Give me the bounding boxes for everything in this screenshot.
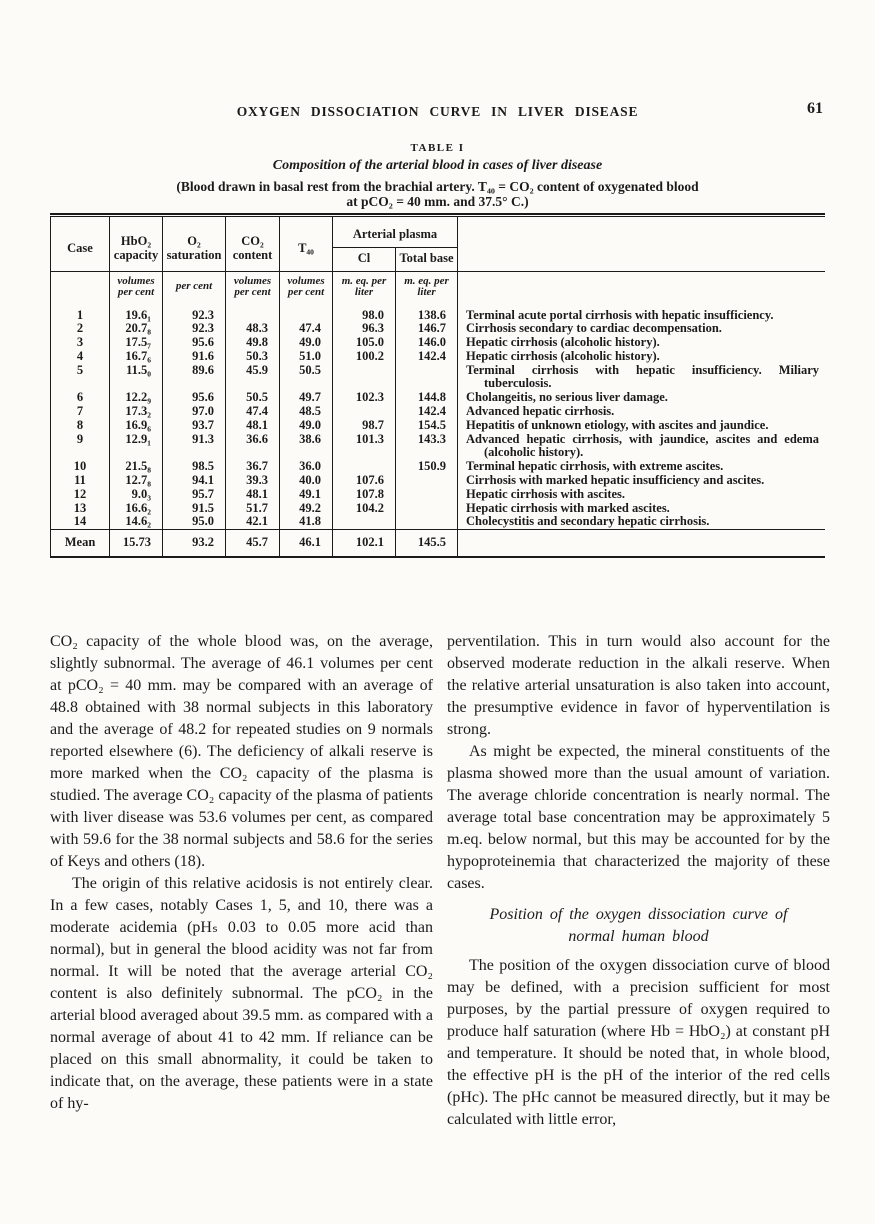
hbo2-capacity-cell: 12.2₉	[110, 391, 163, 405]
co2-content-cell: 51.7	[226, 502, 280, 516]
case-cell: 8	[51, 419, 110, 433]
co2-content-cell: 47.4	[226, 405, 280, 419]
mean-total-base: 145.5	[396, 530, 458, 558]
case-cell: 1	[51, 306, 110, 323]
table-row	[51, 322, 826, 336]
table-row	[51, 405, 826, 419]
total-base-cell: 146.0	[396, 336, 458, 350]
table-header	[51, 217, 826, 306]
cl-cell	[333, 515, 396, 529]
total-base-cell: 154.5	[396, 419, 458, 433]
table-row	[51, 433, 826, 461]
header-co2-content: CO₂ content	[226, 217, 280, 271]
t40-cell: 36.0	[280, 460, 333, 474]
unit-t40: volumes per cent	[280, 271, 333, 306]
hbo2-capacity-cell: 17.5₇	[110, 336, 163, 350]
total-base-cell	[396, 502, 458, 516]
case-cell: 13	[51, 502, 110, 516]
hbo2-capacity-cell: 14.6₂	[110, 515, 163, 529]
mean-label: Mean	[51, 530, 110, 558]
hbo2-capacity-cell: 12.7₈	[110, 474, 163, 488]
diagnosis-cell: Hepatic cirrhosis (alcoholic history).	[458, 350, 825, 364]
table-title: Composition of the arterial blood in cases of liver disease	[272, 158, 603, 173]
t40-cell: 50.5	[280, 364, 333, 392]
case-cell: 5	[51, 364, 110, 392]
hbo2-capacity-cell: 17.3₂	[110, 405, 163, 419]
hbo2-capacity-cell: 16.7₆	[110, 350, 163, 364]
table-caption	[50, 179, 825, 209]
data-table	[50, 217, 825, 558]
cl-cell: 98.0	[333, 306, 396, 323]
o2-saturation-cell: 97.0	[163, 405, 226, 419]
case-cell: 14	[51, 515, 110, 529]
t40-cell: 40.0	[280, 474, 333, 488]
paragraph: The origin of this relative acidosis is not entirely clear. In a few cases, notably Cases 1, 5, and 10, there was a moderate acidemia (pHₛ 0.03 to 0.05 more acid than normal), but in general the blood acidity was not far from normal. It will be noted that the average arterial CO₂ content is also definitely subnormal. The pCO₂ in the arterial blood averaged about 39.5 mm. as compared with a normal average of about 41 to 42 mm. If reliance can be placed on this small abnormality, it could be taken to indicate that, on the average, these patients were in a state of hy-	[50, 875, 433, 1112]
total-base-cell: 143.3	[396, 433, 458, 461]
total-base-cell: 138.6	[396, 306, 458, 323]
running-title: OXYGEN DISSOCIATION CURVE IN LIVER DISEASE	[236, 104, 639, 119]
o2-saturation-cell: 98.5	[163, 460, 226, 474]
co2-content-cell: 48.1	[226, 488, 280, 502]
o2-saturation-cell: 94.1	[163, 474, 226, 488]
co2-content-cell: 48.1	[226, 419, 280, 433]
cl-cell: 102.3	[333, 391, 396, 405]
total-base-cell	[396, 515, 458, 529]
header-t40: T₄₀	[280, 217, 333, 271]
case-cell: 12	[51, 488, 110, 502]
header-diagnosis	[458, 217, 825, 271]
mean-o2sat: 93.2	[163, 530, 226, 558]
hbo2-capacity-cell: 21.5₈	[110, 460, 163, 474]
unit-diagnosis	[458, 271, 825, 306]
mean-t40: 46.1	[280, 530, 333, 558]
co2-content-cell: 50.5	[226, 391, 280, 405]
header-hbo2-capacity: HbO₂ capacity	[110, 217, 163, 271]
hbo2-capacity-cell: 9.0₃	[110, 488, 163, 502]
co2-content-cell: 49.8	[226, 336, 280, 350]
t40-cell: 48.5	[280, 405, 333, 419]
mean-cl: 102.1	[333, 530, 396, 558]
paragraph: The position of the oxygen dissociation curve of blood may be defined, with a precision sufficient for most purposes, by the partial pressure of oxygen required to produce half saturation (where Hb = HbO₂) at constant pH and temperature. It should be noted that, in whole blood, the effective pH is the pH of the interior of the red cells (pHc). The pHc cannot be measured directly, but it may be calculated with little error,	[447, 957, 830, 1128]
cl-cell	[333, 460, 396, 474]
header-total-base: Total base	[396, 247, 458, 271]
t40-cell: 49.0	[280, 419, 333, 433]
diagnosis-cell: Hepatic cirrhosis with ascites.	[458, 488, 825, 502]
table-label: TABLE I	[410, 142, 465, 154]
t40-cell: 49.1	[280, 488, 333, 502]
mean-diagnosis	[458, 530, 825, 558]
t40-cell: 49.7	[280, 391, 333, 405]
mean-co2: 45.7	[226, 530, 280, 558]
co2-content-cell: 45.9	[226, 364, 280, 392]
case-cell: 11	[51, 474, 110, 488]
hbo2-capacity-cell: 16.6₂	[110, 502, 163, 516]
t40-cell: 38.6	[280, 433, 333, 461]
unit-co2: volumes per cent	[226, 271, 280, 306]
case-cell: 6	[51, 391, 110, 405]
case-cell: 2	[51, 322, 110, 336]
cl-cell	[333, 364, 396, 392]
hbo2-capacity-cell: 20.7₈	[110, 322, 163, 336]
hbo2-capacity-cell: 12.9₁	[110, 433, 163, 461]
o2-saturation-cell: 95.7	[163, 488, 226, 502]
co2-content-cell: 36.7	[226, 460, 280, 474]
hbo2-capacity-cell: 16.9₆	[110, 419, 163, 433]
mean-hbo2: 15.73	[110, 530, 163, 558]
cl-cell	[333, 405, 396, 419]
total-base-cell	[396, 488, 458, 502]
o2-saturation-cell: 91.5	[163, 502, 226, 516]
table-row	[51, 391, 826, 405]
table-row	[51, 502, 826, 516]
case-cell: 9	[51, 433, 110, 461]
header-cl: Cl	[333, 247, 396, 271]
t40-cell: 49.0	[280, 336, 333, 350]
total-base-cell	[396, 364, 458, 392]
body-columns	[50, 631, 830, 1131]
co2-content-cell: 48.3	[226, 322, 280, 336]
cl-cell: 96.3	[333, 322, 396, 336]
table-row	[51, 350, 826, 364]
diagnosis-cell: Hepatic cirrhosis with marked ascites.	[458, 502, 825, 516]
table-row	[51, 460, 826, 474]
t40-cell: 41.8	[280, 515, 333, 529]
case-cell: 10	[51, 460, 110, 474]
table-caption-line2: at pCO₂ = 40 mm. and 37.5° C.)	[346, 194, 529, 209]
hbo2-capacity-cell: 11.5₀	[110, 364, 163, 392]
paragraph: As might be expected, the mineral constituents of the plasma showed more than the usual amount of variation. The average chloride concentration is nearly normal. The average total base concentration may be approximately 5 m.eq. below normal, but this may be accounted for by the hypoproteinemia that characterized the majority of these cases.	[447, 743, 830, 892]
diagnosis-cell: Cholecystitis and secondary hepatic cirrhosis.	[458, 515, 825, 529]
table-row	[51, 474, 826, 488]
table-row	[51, 336, 826, 350]
t40-cell: 47.4	[280, 322, 333, 336]
paragraph: perventilation. This in turn would also account for the observed moderate reduction in the alkali reserve. When the relative arterial unsaturation is also taken into account, the presumptive evidence in favor of hyperventilation is strong.	[447, 633, 830, 738]
co2-content-cell: 36.6	[226, 433, 280, 461]
total-base-cell: 144.8	[396, 391, 458, 405]
diagnosis-cell: Hepatitis of unknown etiology, with ascites and jaundice.	[458, 419, 825, 433]
table-footer	[51, 530, 826, 558]
diagnosis-cell: Terminal hepatic cirrhosis, with extreme ascites.	[458, 460, 825, 474]
t40-cell: 51.0	[280, 350, 333, 364]
cl-cell: 105.0	[333, 336, 396, 350]
total-base-cell: 142.4	[396, 405, 458, 419]
table-row	[51, 419, 826, 433]
diagnosis-cell: Cirrhosis secondary to cardiac decompensation.	[458, 322, 825, 336]
hbo2-capacity-cell: 19.6₁	[110, 306, 163, 323]
header-case: Case	[51, 217, 110, 271]
case-cell: 7	[51, 405, 110, 419]
table-row	[51, 306, 826, 323]
diagnosis-cell: Terminal acute portal cirrhosis with hepatic insufficiency.	[458, 306, 825, 323]
total-base-cell: 150.9	[396, 460, 458, 474]
o2-saturation-cell: 93.7	[163, 419, 226, 433]
cl-cell: 101.3	[333, 433, 396, 461]
cl-cell: 107.6	[333, 474, 396, 488]
left-column	[50, 631, 433, 1131]
unit-hbo2: volumes per cent	[110, 271, 163, 306]
cl-cell: 100.2	[333, 350, 396, 364]
case-cell: 4	[51, 350, 110, 364]
table-row	[51, 488, 826, 502]
header-arterial-plasma: Arterial plasma	[333, 217, 458, 247]
table-row	[51, 364, 826, 392]
o2-saturation-cell: 89.6	[163, 364, 226, 392]
table-body	[51, 306, 826, 530]
unit-total-base: m. eq. per liter	[396, 271, 458, 306]
o2-saturation-cell: 91.3	[163, 433, 226, 461]
co2-content-cell: 39.3	[226, 474, 280, 488]
header-o2-saturation: O₂ saturation	[163, 217, 226, 271]
diagnosis-cell: Terminal cirrhosis with hepatic insufficiency. Miliary tuberculosis.	[458, 364, 825, 392]
co2-content-cell: 50.3	[226, 350, 280, 364]
case-cell: 3	[51, 336, 110, 350]
o2-saturation-cell: 92.3	[163, 306, 226, 323]
co2-content-cell: 42.1	[226, 515, 280, 529]
unit-o2sat: per cent	[163, 271, 226, 306]
page-number: 61	[807, 100, 823, 117]
co2-content-cell	[226, 306, 280, 323]
unit-case	[51, 271, 110, 306]
diagnosis-cell: Advanced hepatic cirrhosis.	[458, 405, 825, 419]
cl-cell: 104.2	[333, 502, 396, 516]
cl-cell: 107.8	[333, 488, 396, 502]
table-caption-line1: (Blood drawn in basal rest from the brachial artery. T₄₀ = CO₂ content of oxygenated blood	[176, 179, 699, 194]
diagnosis-cell: Hepatic cirrhosis (alcoholic history).	[458, 336, 825, 350]
t40-cell	[280, 306, 333, 323]
diagnosis-cell: Cholangeitis, no serious liver damage.	[458, 391, 825, 405]
section-heading: Position of the oxygen dissociation curve of normal human blood	[489, 906, 788, 945]
data-table-wrap	[50, 213, 825, 558]
unit-cl: m. eq. per liter	[333, 271, 396, 306]
paragraph: CO₂ capacity of the whole blood was, on the average, slightly subnormal. The average of 46.1 volumes per cent at pCO₂ = 40 mm. may be compared with an average of 48.8 obtained with 38 normal subjects in this laboratory and the average of 48.2 for repeated studies on 9 normals reported elsewhere (6). The deficiency of alkali reserve is more marked when the CO₂ capacity of the plasma is studied. The average CO₂ capacity of the plasma of patients with liver disease was 53.6 volumes per cent, as compared with 59.6 for the 38 normal subjects and 58.6 for the series of Keys and others (18).	[50, 633, 433, 870]
diagnosis-cell: Advanced hepatic cirrhosis, with jaundice, ascites and edema (alcoholic history).	[458, 433, 825, 461]
o2-saturation-cell: 91.6	[163, 350, 226, 364]
total-base-cell: 142.4	[396, 350, 458, 364]
total-base-cell: 146.7	[396, 322, 458, 336]
o2-saturation-cell: 95.0	[163, 515, 226, 529]
diagnosis-cell: Cirrhosis with marked hepatic insufficiency and ascites.	[458, 474, 825, 488]
o2-saturation-cell: 95.6	[163, 391, 226, 405]
t40-cell: 49.2	[280, 502, 333, 516]
o2-saturation-cell: 92.3	[163, 322, 226, 336]
table-row	[51, 515, 826, 529]
mean-row	[51, 530, 826, 558]
o2-saturation-cell: 95.6	[163, 336, 226, 350]
cl-cell: 98.7	[333, 419, 396, 433]
total-base-cell	[396, 474, 458, 488]
right-column	[447, 631, 830, 1131]
